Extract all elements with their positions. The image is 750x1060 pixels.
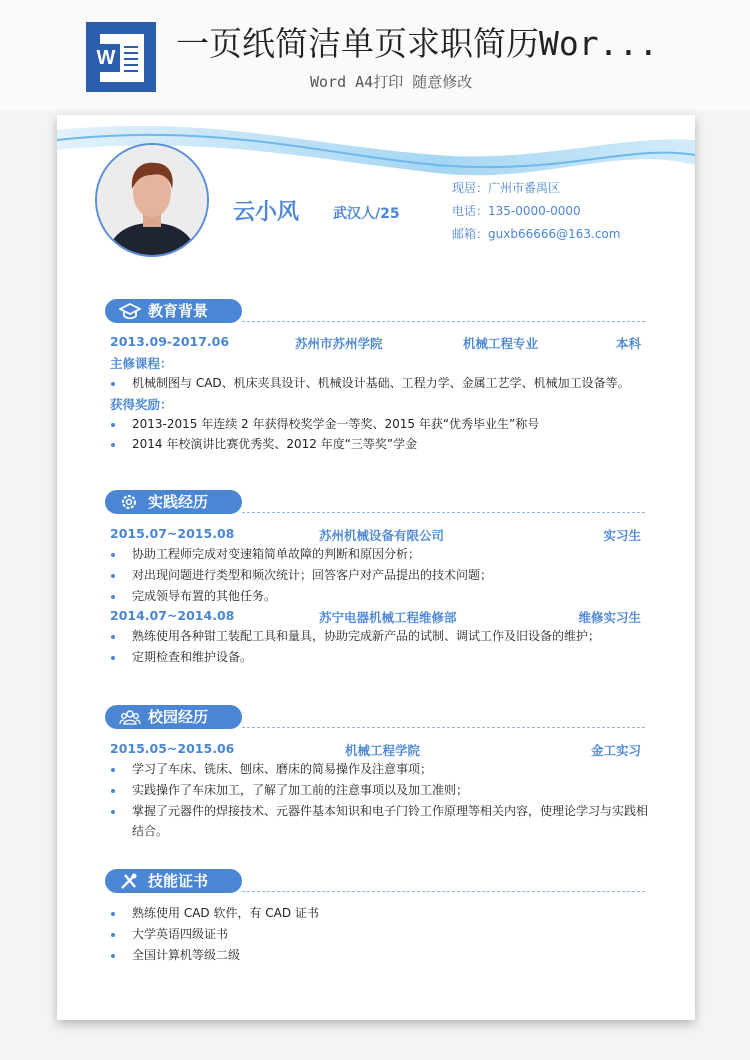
list-item: 协助工程师完成对变速箱简单故障的判断和原因分析； bbox=[105, 544, 420, 564]
org: 苏宁电器机械工程维修部 bbox=[319, 610, 457, 625]
degree: 本科 bbox=[615, 336, 641, 351]
section-title: 校园经历 bbox=[148, 708, 209, 726]
courses-label: 主修课程： bbox=[110, 356, 173, 371]
list-item: 完成领导布置的其他任务。 bbox=[105, 586, 276, 606]
section-title: 实践经历 bbox=[148, 493, 209, 511]
org: 机械工程学院 bbox=[345, 743, 421, 758]
graduation-cap-icon bbox=[119, 302, 141, 320]
period: 2014.07~2014.08 bbox=[110, 608, 235, 623]
list-item: 掌握了元器件的焊接技术、元器件基本知识和电子门铃工作原理等相关内容，使理论学习与实践相 bbox=[105, 801, 648, 821]
list-item: 大学英语四级证书 bbox=[105, 924, 228, 944]
divider bbox=[242, 727, 645, 728]
list-item: 对出现问题进行类型和频次统计；回答客户对产品提出的技术问题； bbox=[105, 565, 492, 585]
list-item: 熟练使用各种钳工装配工具和量具，协助完成新产品的试制、调试工作及旧设备的维护； bbox=[105, 626, 600, 646]
email: 邮箱：guxb66666@163.com bbox=[452, 227, 621, 241]
origin-age: 武汉人/25 bbox=[333, 206, 400, 222]
list-item: 2014 年校演讲比赛优秀奖、2012 年度“三等奖”学金 bbox=[105, 434, 417, 454]
divider bbox=[242, 321, 645, 322]
role: 维修实习生 bbox=[578, 610, 641, 625]
list-item-continuation: 结合。 bbox=[132, 824, 169, 838]
job-row bbox=[105, 608, 645, 626]
document-subtitle: Word A4打印 随意修改 bbox=[310, 73, 473, 91]
campus-row bbox=[105, 741, 645, 759]
divider bbox=[242, 512, 645, 513]
word-icon bbox=[86, 22, 156, 92]
role: 金工实习 bbox=[590, 743, 641, 758]
tools-icon bbox=[119, 872, 139, 890]
org: 苏州机械设备有限公司 bbox=[319, 528, 445, 543]
school: 苏州市苏州学院 bbox=[295, 336, 383, 351]
list-item: 定期检查和维护设备。 bbox=[105, 647, 252, 667]
period: 2015.07~2015.08 bbox=[110, 526, 235, 541]
section-title: 技能证书 bbox=[148, 872, 209, 890]
list-item: 实践操作了车床加工，了解了加工前的注意事项以及加工准则； bbox=[105, 780, 468, 800]
avatar bbox=[95, 143, 209, 257]
location: 现居：广州市番禺区 bbox=[452, 181, 561, 195]
gear-icon bbox=[119, 493, 139, 511]
section-heading bbox=[105, 490, 242, 514]
education-row bbox=[105, 334, 645, 352]
candidate-name: 云小风 bbox=[233, 200, 300, 225]
period: 2013.09-2017.06 bbox=[110, 334, 230, 349]
list-item: 2013-2015 年连续 2 年获得校奖学金一等奖、2015 年获“优秀毕业生”称号 bbox=[105, 414, 539, 434]
section-heading bbox=[105, 299, 242, 323]
people-icon bbox=[119, 708, 141, 726]
phone: 电话：135-0000-0000 bbox=[452, 204, 581, 218]
list-item: 机械制图与 CAD、机床夹具设计、机械设计基础、工程力学、金属工艺学、机械加工设备等。 bbox=[105, 373, 630, 393]
banner bbox=[0, 0, 750, 110]
list-item: 学习了车床、铣床、刨床、磨床的简易操作及注意事项； bbox=[105, 759, 432, 779]
section-heading bbox=[105, 869, 242, 893]
period: 2015.05~2015.06 bbox=[110, 741, 235, 756]
divider bbox=[242, 891, 645, 892]
list-item: 熟练使用 CAD 软件，有 CAD 证书 bbox=[105, 903, 319, 923]
resume-page bbox=[57, 115, 695, 1020]
list-item: 全国计算机等级二级 bbox=[105, 945, 240, 965]
awards-label: 获得奖励： bbox=[110, 397, 173, 412]
role: 实习生 bbox=[603, 528, 641, 543]
section-heading bbox=[105, 705, 242, 729]
section-title: 教育背景 bbox=[148, 302, 209, 320]
word-letter: W bbox=[92, 44, 120, 72]
major: 机械工程专业 bbox=[463, 336, 539, 351]
job-row bbox=[105, 526, 645, 544]
document-title: 一页纸简洁单页求职简历Wor... bbox=[176, 24, 659, 63]
